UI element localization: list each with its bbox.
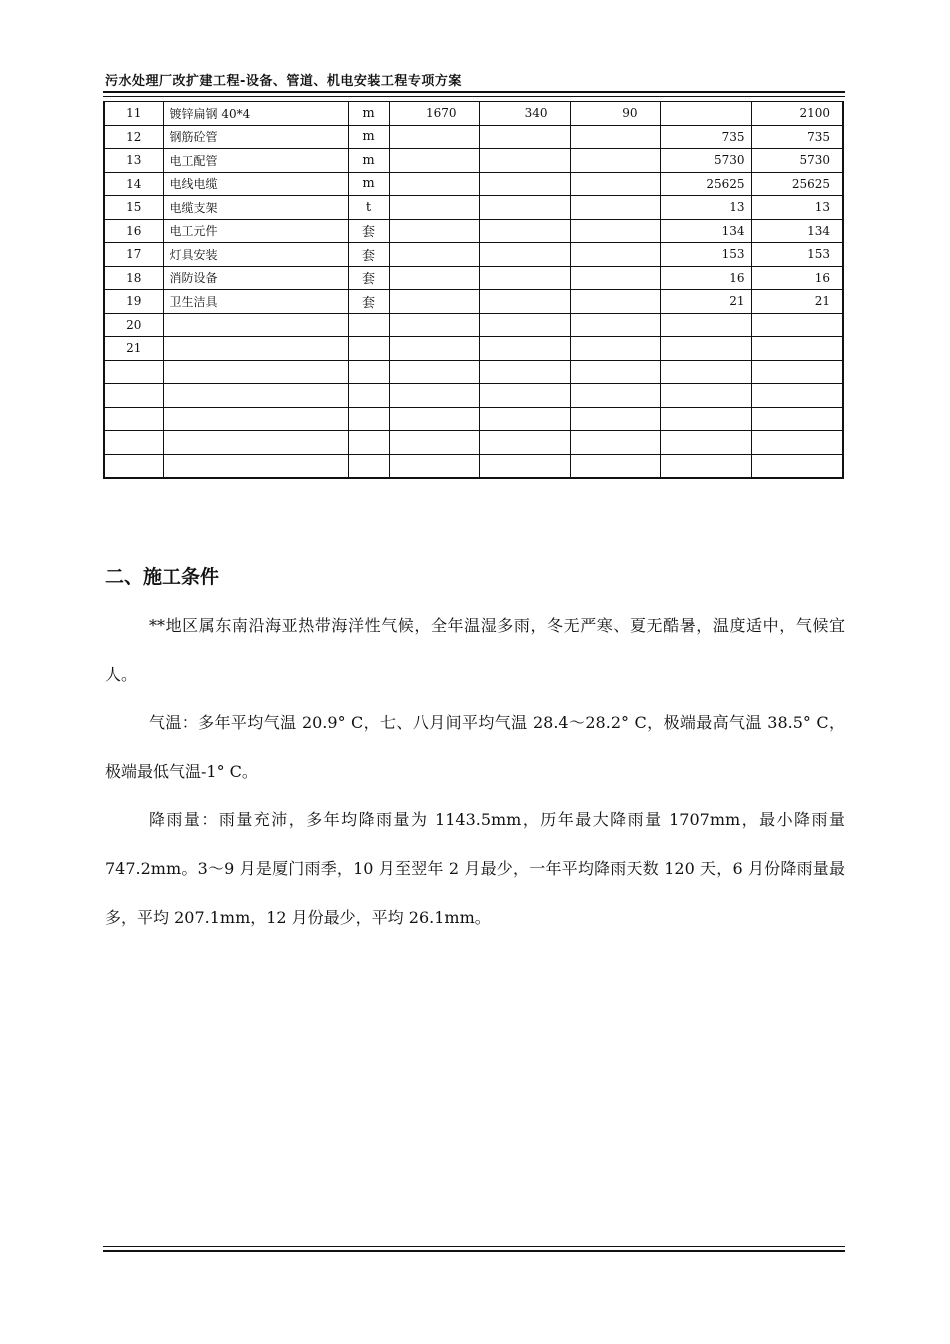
qty-col-7-cell: 25625 bbox=[660, 172, 751, 196]
qty-col-4-cell bbox=[389, 149, 479, 173]
qty-col-4-cell bbox=[389, 313, 479, 337]
qty-total-cell: 153 bbox=[751, 243, 843, 267]
qty-col-7-cell: 5730 bbox=[660, 149, 751, 173]
table-row bbox=[104, 337, 843, 361]
row-number-cell: 21 bbox=[104, 337, 163, 361]
qty-col-5-cell bbox=[479, 431, 570, 455]
temperature-paragraph: 气温：多年平均气温 20.9° C，七、八月间平均气温 28.4～28.2° C，极端最高气温 38.5° C，极端最低气温-1° C。 bbox=[105, 713, 845, 781]
row-number-cell: 19 bbox=[104, 290, 163, 314]
item-unit-cell: m bbox=[348, 172, 389, 196]
table-row bbox=[104, 172, 843, 196]
rainfall-paragraph: 降雨量：雨量充沛，多年均降雨量为 1143.5mm，历年最大降雨量 1707mm，最小降雨量 747.2mm。3～9 月是厦门雨季，10 月至翌年 2 月最少，一年平均降雨天数 120 天，6 月份降雨量最多，平均 207.1mm，12 月份最少，平均 26.1mm。 bbox=[105, 810, 845, 927]
qty-col-4-cell bbox=[389, 266, 479, 290]
quantity-table bbox=[103, 101, 844, 479]
qty-col-7-cell bbox=[660, 313, 751, 337]
item-unit-cell: m bbox=[348, 102, 389, 126]
qty-col-7-cell bbox=[660, 407, 751, 431]
qty-col-5-cell: 340 bbox=[479, 102, 570, 126]
table-row bbox=[104, 431, 843, 455]
qty-col-5-cell bbox=[479, 149, 570, 173]
row-number-cell bbox=[104, 360, 163, 384]
qty-col-4-cell bbox=[389, 337, 479, 361]
table-row bbox=[104, 243, 843, 267]
table-row bbox=[104, 125, 843, 149]
table-row bbox=[104, 219, 843, 243]
qty-total-cell: 5730 bbox=[751, 149, 843, 173]
table-row bbox=[104, 313, 843, 337]
row-number-cell bbox=[104, 384, 163, 408]
section-title: 二、施工条件 bbox=[105, 566, 220, 588]
climate-paragraph: **地区属东南沿海亚热带海洋性气候，全年温湿多雨，冬无严寒、夏无酷暑，温度适中，气候宜人。 bbox=[105, 616, 845, 684]
qty-col-6-cell bbox=[570, 266, 660, 290]
qty-col-4-cell bbox=[389, 384, 479, 408]
qty-col-6-cell bbox=[570, 360, 660, 384]
row-number-cell: 12 bbox=[104, 125, 163, 149]
qty-col-5-cell bbox=[479, 125, 570, 149]
qty-col-6-cell bbox=[570, 149, 660, 173]
item-name-cell: 电缆支架 bbox=[163, 196, 348, 220]
qty-total-cell bbox=[751, 407, 843, 431]
qty-col-4-cell bbox=[389, 454, 479, 478]
header-rule-thick bbox=[103, 91, 845, 93]
qty-col-5-cell bbox=[479, 384, 570, 408]
qty-col-5-cell bbox=[479, 407, 570, 431]
qty-col-4-cell bbox=[389, 360, 479, 384]
qty-col-6-cell bbox=[570, 196, 660, 220]
item-name-cell: 电工元件 bbox=[163, 219, 348, 243]
qty-col-7-cell: 735 bbox=[660, 125, 751, 149]
qty-col-6-cell bbox=[570, 290, 660, 314]
qty-col-5-cell bbox=[479, 219, 570, 243]
qty-col-5-cell bbox=[479, 243, 570, 267]
row-number-cell bbox=[104, 431, 163, 455]
item-name-cell: 灯具安装 bbox=[163, 243, 348, 267]
item-name-cell bbox=[163, 454, 348, 478]
row-number-cell: 14 bbox=[104, 172, 163, 196]
item-unit-cell bbox=[348, 313, 389, 337]
qty-col-4-cell bbox=[389, 219, 479, 243]
footer-rule-thin bbox=[103, 1246, 845, 1247]
row-number-cell: 16 bbox=[104, 219, 163, 243]
qty-col-6-cell bbox=[570, 337, 660, 361]
item-unit-cell bbox=[348, 384, 389, 408]
footer-rule-thick bbox=[103, 1250, 845, 1252]
qty-col-6-cell bbox=[570, 407, 660, 431]
row-number-cell: 15 bbox=[104, 196, 163, 220]
row-number-cell: 17 bbox=[104, 243, 163, 267]
qty-total-cell bbox=[751, 454, 843, 478]
qty-total-cell bbox=[751, 360, 843, 384]
qty-col-6-cell bbox=[570, 243, 660, 267]
qty-total-cell: 25625 bbox=[751, 172, 843, 196]
qty-col-5-cell bbox=[479, 337, 570, 361]
qty-col-6-cell bbox=[570, 313, 660, 337]
item-unit-cell: t bbox=[348, 196, 389, 220]
item-unit-cell: 套 bbox=[348, 219, 389, 243]
qty-col-6-cell bbox=[570, 431, 660, 455]
qty-col-7-cell bbox=[660, 337, 751, 361]
qty-total-cell: 2100 bbox=[751, 102, 843, 126]
item-unit-cell bbox=[348, 337, 389, 361]
item-name-cell bbox=[163, 407, 348, 431]
qty-col-7-cell bbox=[660, 360, 751, 384]
qty-total-cell bbox=[751, 431, 843, 455]
qty-col-4-cell: 1670 bbox=[389, 102, 479, 126]
qty-total-cell bbox=[751, 313, 843, 337]
item-name-cell: 钢筋砼管 bbox=[163, 125, 348, 149]
row-number-cell: 11 bbox=[104, 102, 163, 126]
row-number-cell bbox=[104, 407, 163, 431]
qty-col-7-cell: 21 bbox=[660, 290, 751, 314]
table-row bbox=[104, 454, 843, 478]
qty-col-6-cell bbox=[570, 454, 660, 478]
qty-total-cell: 21 bbox=[751, 290, 843, 314]
item-name-cell bbox=[163, 313, 348, 337]
qty-col-5-cell bbox=[479, 313, 570, 337]
item-name-cell: 电工配管 bbox=[163, 149, 348, 173]
qty-col-7-cell bbox=[660, 384, 751, 408]
table-row bbox=[104, 266, 843, 290]
item-unit-cell: 套 bbox=[348, 266, 389, 290]
item-unit-cell: m bbox=[348, 125, 389, 149]
item-name-cell: 消防设备 bbox=[163, 266, 348, 290]
table-row bbox=[104, 384, 843, 408]
qty-col-6-cell bbox=[570, 219, 660, 243]
qty-col-5-cell bbox=[479, 290, 570, 314]
table-row bbox=[104, 290, 843, 314]
qty-col-5-cell bbox=[479, 454, 570, 478]
qty-col-7-cell bbox=[660, 102, 751, 126]
qty-col-4-cell bbox=[389, 431, 479, 455]
item-name-cell: 卫生洁具 bbox=[163, 290, 348, 314]
item-unit-cell bbox=[348, 407, 389, 431]
qty-col-6-cell bbox=[570, 384, 660, 408]
qty-col-5-cell bbox=[479, 266, 570, 290]
qty-total-cell bbox=[751, 384, 843, 408]
qty-col-7-cell: 134 bbox=[660, 219, 751, 243]
item-unit-cell: 套 bbox=[348, 243, 389, 267]
qty-col-4-cell bbox=[389, 172, 479, 196]
table-row bbox=[104, 149, 843, 173]
row-number-cell bbox=[104, 454, 163, 478]
qty-total-cell: 16 bbox=[751, 266, 843, 290]
qty-col-7-cell: 16 bbox=[660, 266, 751, 290]
qty-col-4-cell bbox=[389, 243, 479, 267]
table-row bbox=[104, 360, 843, 384]
qty-col-5-cell bbox=[479, 172, 570, 196]
item-unit-cell bbox=[348, 360, 389, 384]
table-row bbox=[104, 407, 843, 431]
table-row bbox=[104, 196, 843, 220]
item-unit-cell bbox=[348, 431, 389, 455]
qty-total-cell: 13 bbox=[751, 196, 843, 220]
qty-col-4-cell bbox=[389, 196, 479, 220]
item-name-cell bbox=[163, 337, 348, 361]
row-number-cell: 18 bbox=[104, 266, 163, 290]
qty-col-5-cell bbox=[479, 360, 570, 384]
row-number-cell: 20 bbox=[104, 313, 163, 337]
quantity-table-body bbox=[104, 102, 843, 479]
qty-col-4-cell bbox=[389, 125, 479, 149]
qty-total-cell: 735 bbox=[751, 125, 843, 149]
qty-total-cell: 134 bbox=[751, 219, 843, 243]
qty-col-5-cell bbox=[479, 196, 570, 220]
qty-col-7-cell: 13 bbox=[660, 196, 751, 220]
qty-col-7-cell: 153 bbox=[660, 243, 751, 267]
item-unit-cell: 套 bbox=[348, 290, 389, 314]
item-unit-cell: m bbox=[348, 149, 389, 173]
item-name-cell bbox=[163, 384, 348, 408]
qty-col-6-cell bbox=[570, 172, 660, 196]
qty-col-7-cell bbox=[660, 454, 751, 478]
page-header-title: 污水处理厂改扩建工程-设备、管道、机电安装工程专项方案 bbox=[105, 74, 462, 89]
item-unit-cell bbox=[348, 454, 389, 478]
header-rule-thin bbox=[103, 96, 845, 97]
item-name-cell: 电线电缆 bbox=[163, 172, 348, 196]
qty-col-4-cell bbox=[389, 290, 479, 314]
qty-col-6-cell bbox=[570, 125, 660, 149]
qty-col-7-cell bbox=[660, 431, 751, 455]
table-row bbox=[104, 102, 843, 126]
qty-col-4-cell bbox=[389, 407, 479, 431]
item-name-cell bbox=[163, 431, 348, 455]
qty-total-cell bbox=[751, 337, 843, 361]
item-name-cell bbox=[163, 360, 348, 384]
row-number-cell: 13 bbox=[104, 149, 163, 173]
item-name-cell: 镀锌扁钢 40*4 bbox=[163, 102, 348, 126]
qty-col-6-cell: 90 bbox=[570, 102, 660, 126]
